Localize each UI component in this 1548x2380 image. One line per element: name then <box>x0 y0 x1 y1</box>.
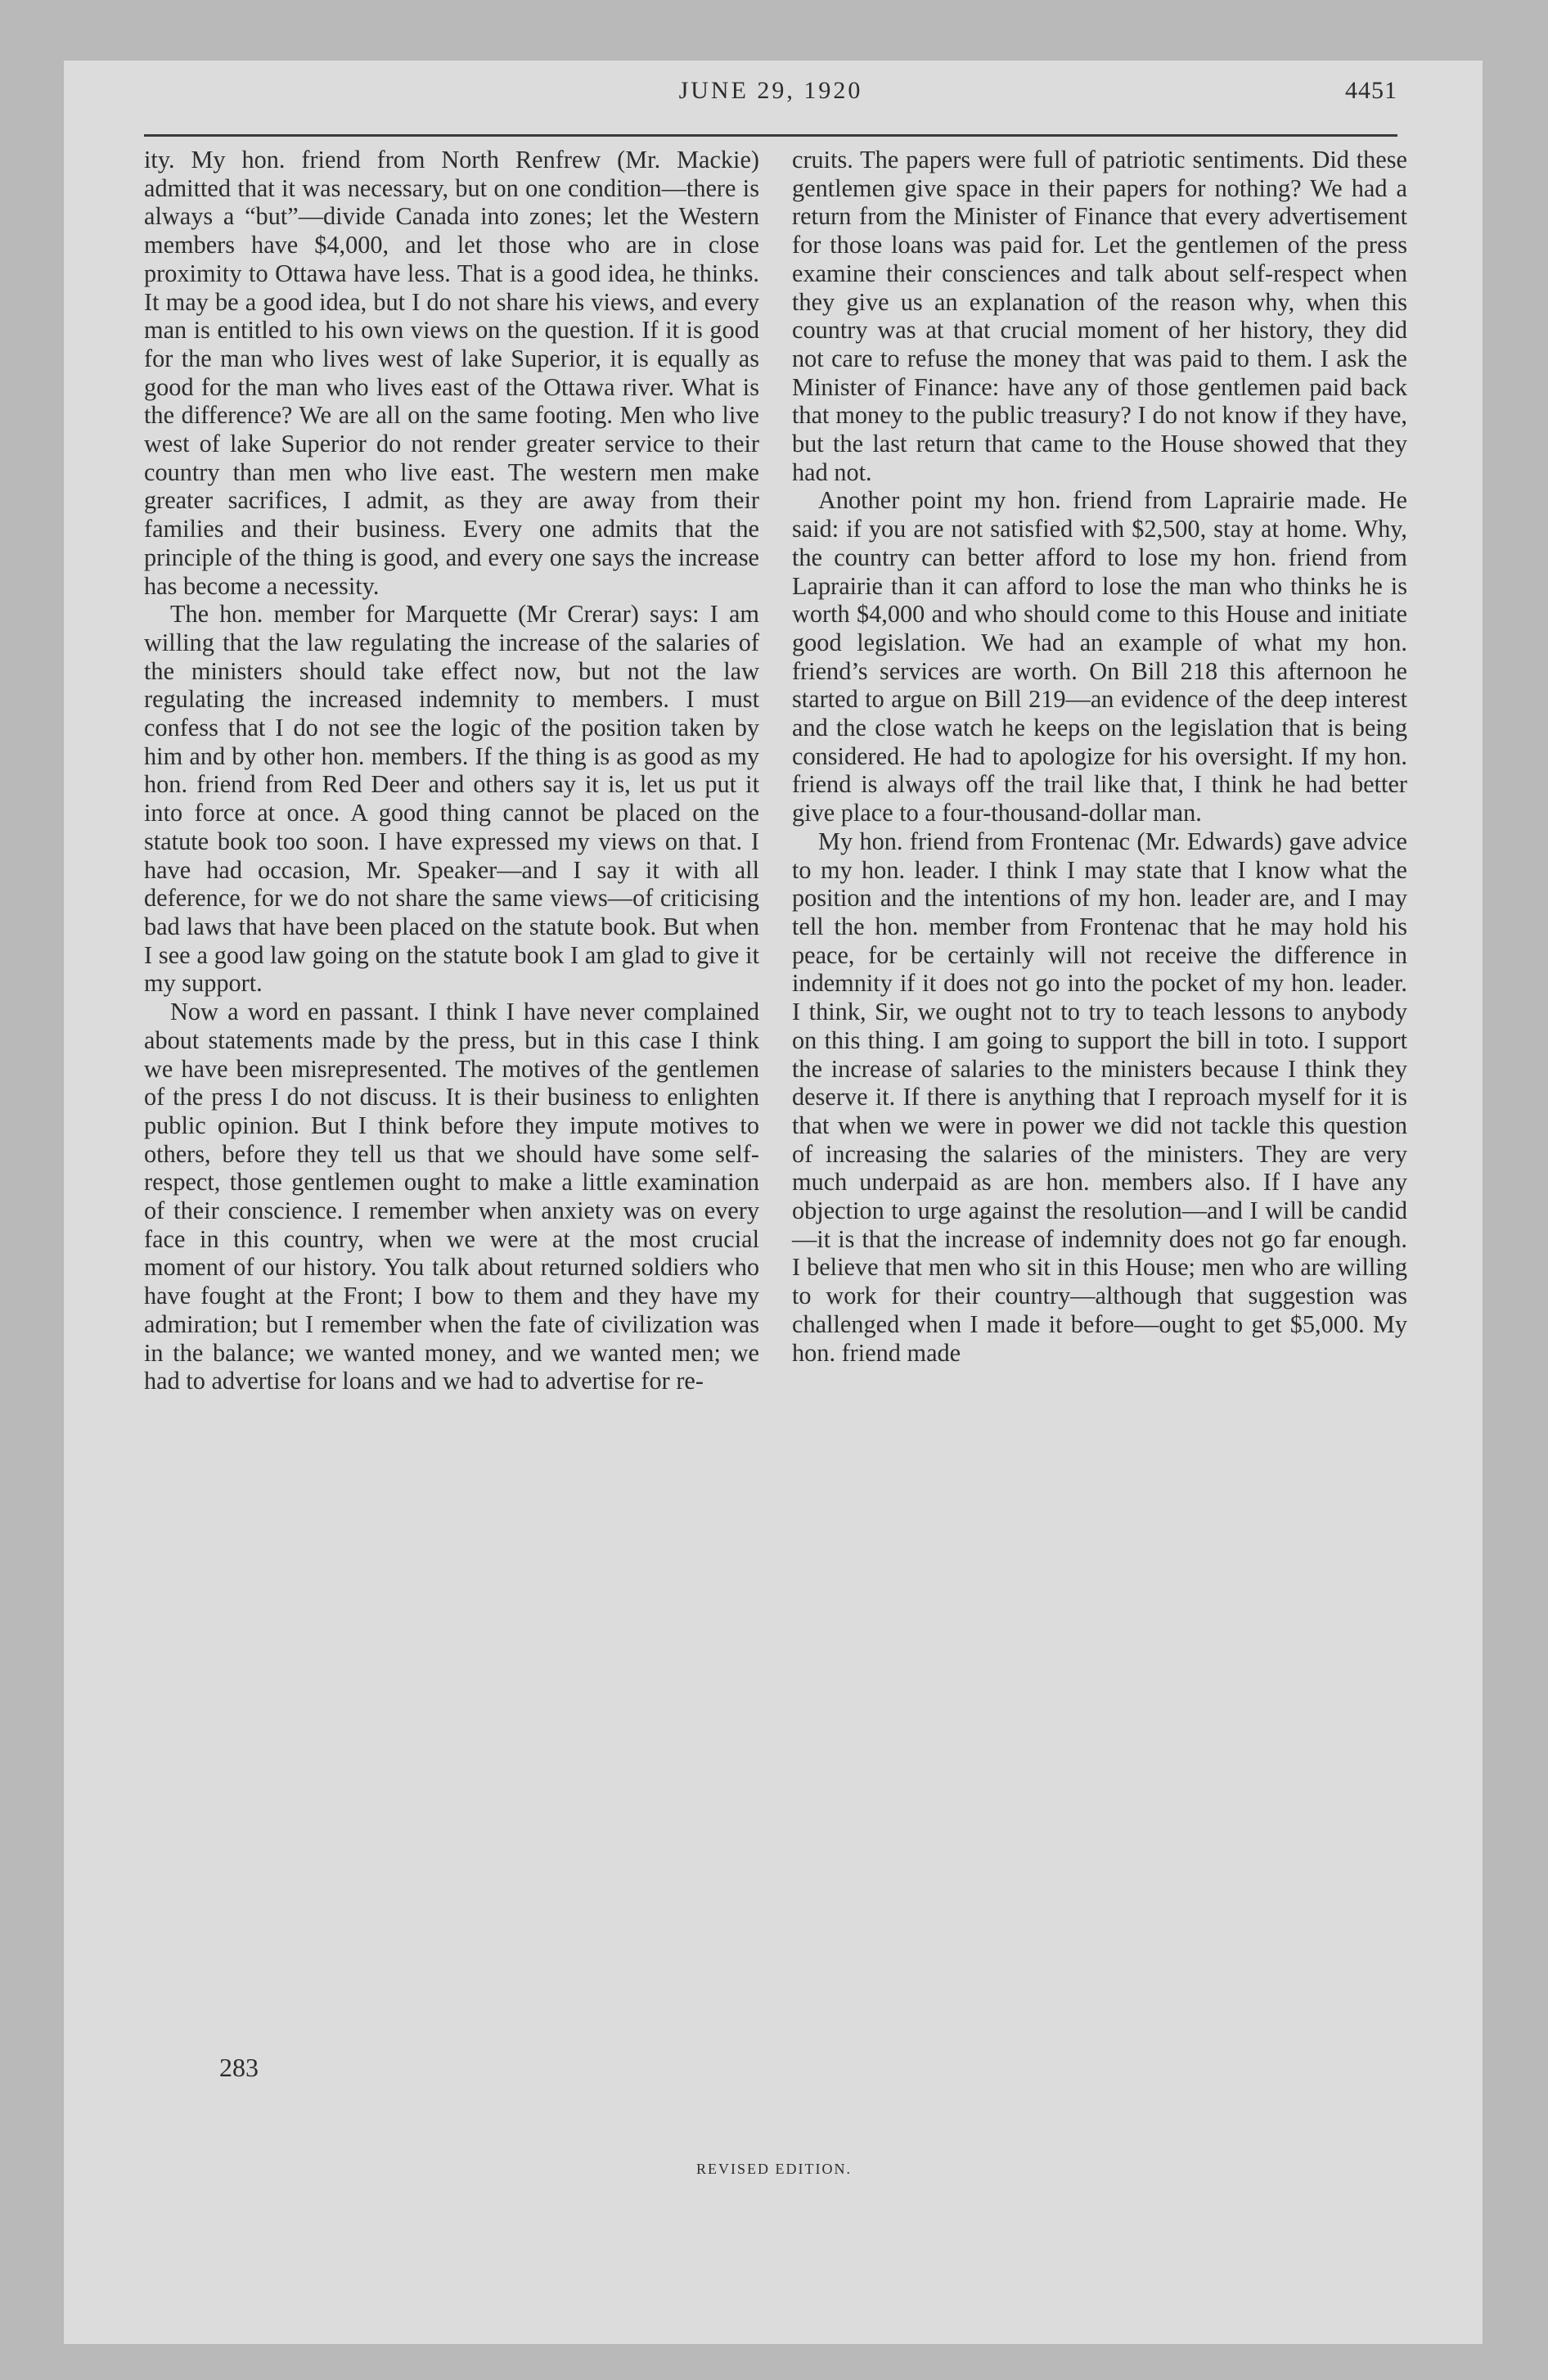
right-paragraph-2: Another point my hon. friend from Laprairie made. He said: if you are not satisfied with $2,500, stay at home. Why, the country can better afford to lose my hon. friend from Laprairie than it can afford to lose the man who thinks he is worth $4,000 and who should come to this House and initiate good legislation. We had an example of what my hon. friend’s services are worth. On Bill 218 this afternoon he started to argue on Bill 219—an evidence of the deep interest and the close watch he keeps on the legislation that is being considered. He had to apologize for his oversight. If my hon. friend is always off the trail like that, I think he had better give place to a four-thousand-dollar man. <box>792 486 1407 827</box>
signature-number: 283 <box>219 2053 259 2082</box>
header-rule <box>144 134 1397 137</box>
left-column <box>144 146 759 1395</box>
right-paragraph-3: My hon. friend from Frontenac (Mr. Edwards) gave advice to my hon. leader. I think I may state that I know what the position and the intentions of my hon. leader are, and I may tell the hon. member from Frontenac that he may hold his peace, for be certainly will not receive the difference in indemnity if it does not go into the pocket of my hon. leader. I think, Sir, we ought not to try to teach lessons to anybody on this thing. I am going to support the bill in toto. I support the increase of salaries to the ministers because I think they deserve it. If there is anything that I reproach myself for it is that when we were in power we did not tackle this question of increasing the salaries of the ministers. They are very much underpaid as are hon. members also. If I have any objection to urge against the resolution—and I will be candid—it is that the increase of indemnity does not go far enough. I believe that men who sit in this House; men who are willing to work for their country—although that suggestion was challenged when I made it before—ought to get $5,000. My hon. friend made <box>792 827 1407 1367</box>
left-paragraph-2: The hon. member for Marquette (Mr Crerar) says: I am willing that the law regulating the increase of the salaries of the ministers should take effect now, but not the law regulating the increased indemnity to members. I must confess that I do not see the logic of the position taken by him and by other hon. members. If the thing is as good as my hon. friend from Red Deer and others say it is, let us put it into force at once. A good thing cannot be placed on the statute book too soon. I have expressed my views on that. I have had occasion, Mr. Speaker—and I say it with all deference, for we do not share the same views—of criticising bad laws that have been placed on the statute book. But when I see a good law going on the statute book I am glad to give it my support. <box>144 600 759 998</box>
footer-edition: REVISED EDITION. <box>696 2161 852 2177</box>
page-header <box>144 77 1397 123</box>
left-paragraph-1: ity. My hon. friend from North Renfrew (Mr. Mackie) admitted that it was necessary, but on one condition—there is always a “but”—divide Canada into zones; let the Western members have $4,000, and let those who are in close proximity to Ottawa have less. That is a good idea, he thinks. It may be a good idea, but I do not share his views, and every man is entitled to his own views on the question. If it is good for the man who lives west of lake Superior, it is equally as good for the man who lives east of the Ottawa river. What is the difference? We are all on the same footing. Men who live west of lake Superior do not render greater service to their country than men who live east. The western men make greater sacrifices, I admit, as they are away from their families and their business. Every one admits that the principle of the thing is good, and every one says the increase has become a necessity. <box>144 146 759 600</box>
header-page-number: 4451 <box>1345 77 1397 104</box>
left-paragraph-3: Now a word en passant. I think I have never complained about statements made by the press, but in this case I think we have been misrepresented. The motives of the gentlemen of the press I do not discuss. It is their business to enlighten public opinion. But I think before they impute motives to others, before they tell us that we should have some self-respect, those gentlemen ought to make a little examination of their conscience. I remember when anxiety was on every face in this country, when we were at the most crucial moment of our history. You talk about returned soldiers who have fought at the Front; I bow to them and they have my admiration; but I remember when the fate of civilization was in the balance; we wanted money, and we wanted men; we had to advertise for loans and we had to advertise for re- <box>144 998 759 1395</box>
right-paragraph-1: cruits. The papers were full of patriotic sentiments. Did these gentlemen give space in their papers for nothing? We had a return from the Minister of Finance that every advertisement for those loans was paid for. Let the gentlemen of the press examine their consciences and talk about self-respect when they give us an explanation of the reason why, when this country was at that crucial moment of her history, they did not care to refuse the money that was paid to them. I ask the Minister of Finance: have any of those gentlemen paid back that money to the public treasury? I do not know if they have, but the last return that came to the House showed that they had not. <box>792 146 1407 486</box>
right-column <box>792 146 1407 1367</box>
header-date: JUNE 29, 1920 <box>678 77 863 104</box>
